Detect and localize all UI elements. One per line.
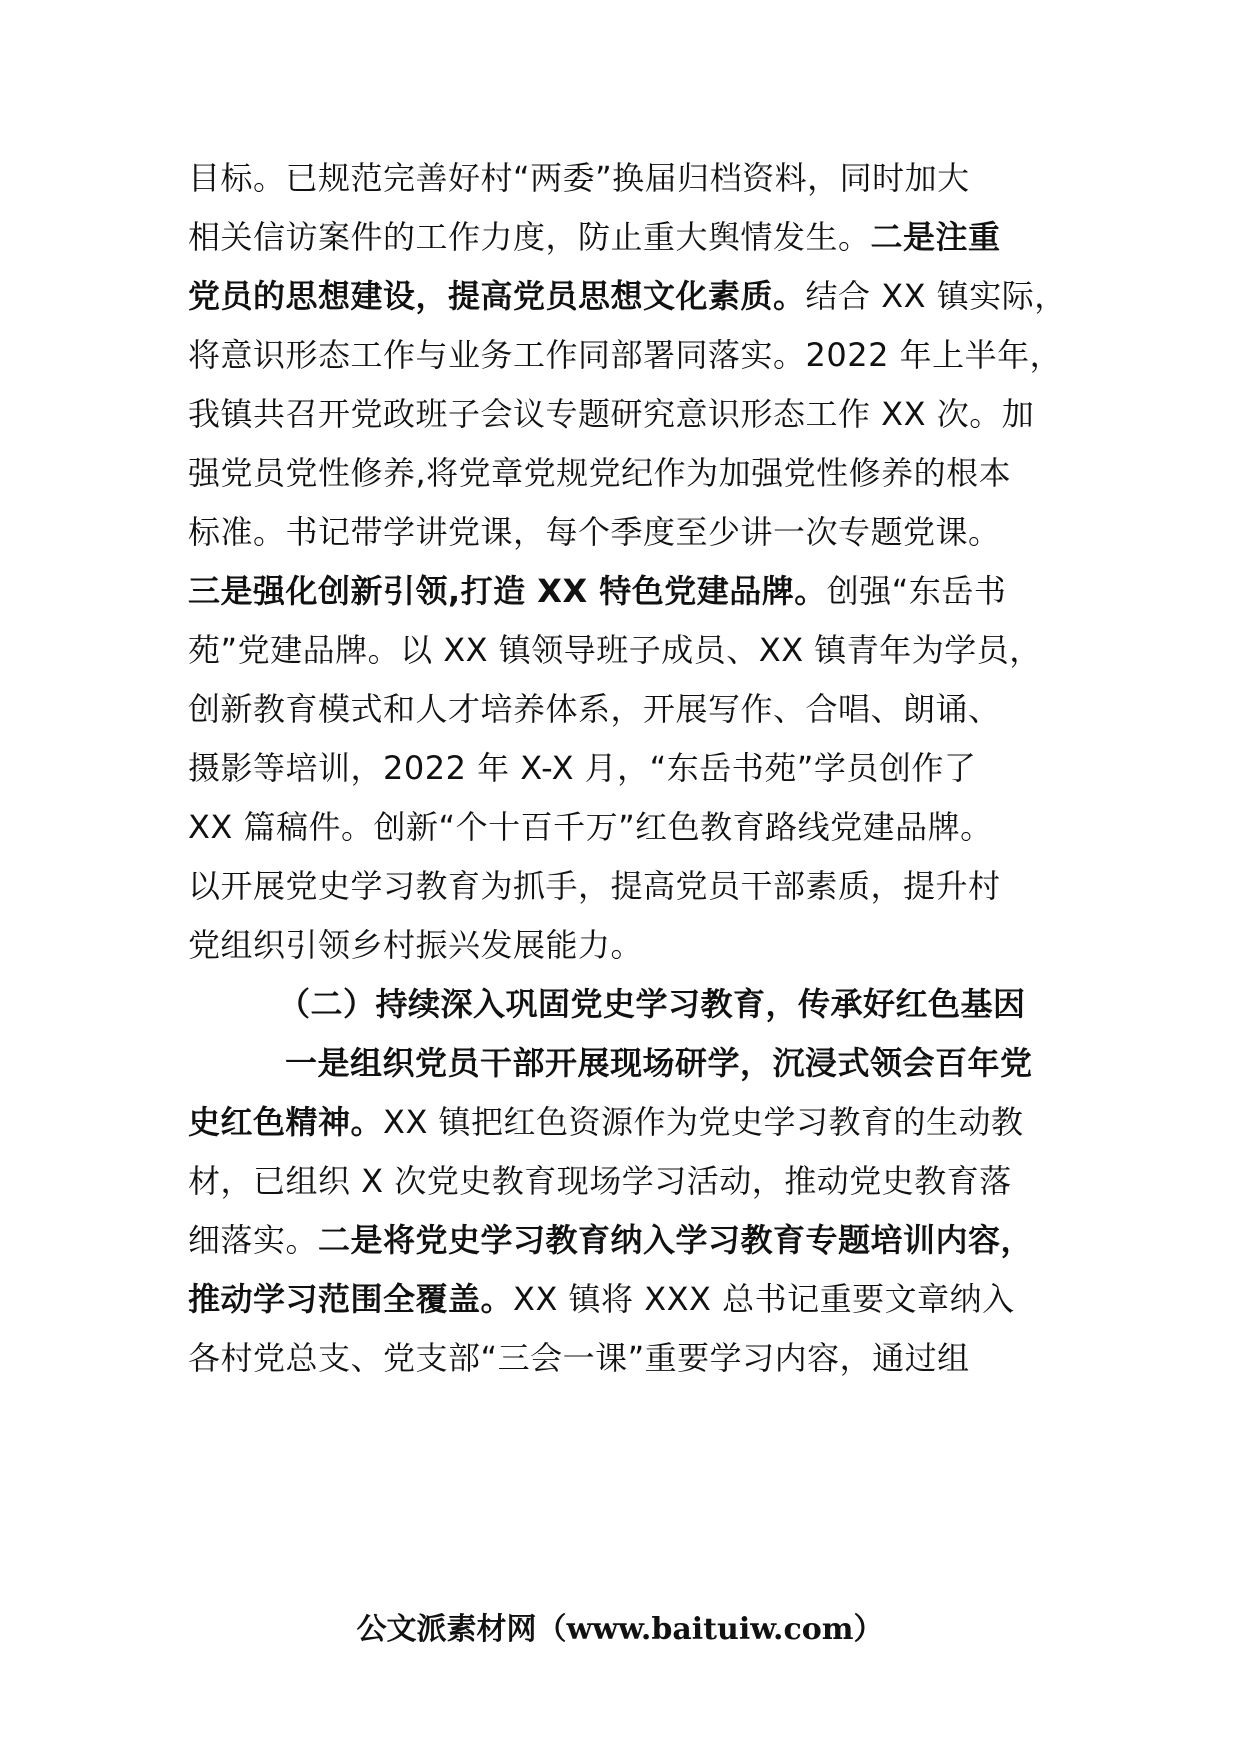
bold-text-segment: 推动学习范围全覆盖。 [188,1280,514,1318]
body-line [188,807,993,847]
body-line [188,689,1001,729]
text-segment: 创强“东岳书 [826,572,1007,610]
text-segment: 细落实。 [188,1221,319,1259]
bold-text-segment: （二）持续深入巩固党史学习教育，传承好红色基因 [278,985,1026,1023]
body-line [188,1279,1015,1319]
text-segment: 苑”党建品牌。以 XX 镇领导班子成员、XX 镇青年为学员， [188,631,1042,669]
body-line [188,1338,970,1378]
bold-text-segment: 党员的思想建设，提高党员思想文化素质。 [188,277,806,315]
bold-text-segment: 一是组织党员干部开展现场研学，沉浸式领会百年党 [285,1044,1033,1082]
body-line [188,335,1062,375]
body-line [188,394,1034,434]
body-line [188,512,1001,552]
body-line [188,1220,1033,1260]
body-line [188,1102,1024,1142]
text-segment: XX 镇将 XXX 总书记重要文章纳入 [513,1280,1015,1318]
body-line [188,571,1006,611]
body-line [188,630,1042,670]
body-line [188,276,1067,316]
text-segment: XX 篇稿件。创新“个十百千万”红色教育路线党建品牌。 [188,808,993,846]
text-segment: 将意识形态工作与业务工作同部署同落实。2022 年上半年， [188,336,1063,374]
body-line [188,748,976,788]
body-line [188,866,1001,906]
text-segment: 强党员党性修养,将党章党规党纪作为加强党性修养的根本 [188,454,1012,492]
bold-text-segment: 三是强化创新引领,打造 XX 特色党建品牌。 [188,572,827,610]
text-segment: 创新教育模式和人才培养体系，开展写作、合唱、朗诵、 [188,690,1001,728]
body-line [188,158,970,198]
text-segment: XX 镇把红色资源作为党史学习教育的生动教 [383,1103,1024,1141]
page-footer: 公文派素材网（www.baituiw.com） [356,1612,884,1647]
text-segment: 结合 XX 镇实际， [805,277,1067,315]
text-segment: 各村党总支、党支部“三会一课”重要学习内容，通过组 [188,1339,970,1377]
text-segment: 党组织引领乡村振兴发展能力。 [188,926,644,964]
text-segment: 标准。书记带学讲党课，每个季度至少讲一次专题党课。 [188,513,1001,551]
text-segment: 摄影等培训，2022 年 X-X 月，“东岳书苑”学员创作了 [188,749,977,787]
text-segment: 我镇共召开党政班子会议专题研究意识形态工作 XX 次。加 [188,395,1035,433]
bold-text-segment: 二是注重 [870,218,1001,256]
text-segment: 相关信访案件的工作力度，防止重大舆情发生。 [188,218,871,256]
bold-text-segment: 史红色精神。 [188,1103,384,1141]
bold-text-segment: 二是将党史学习教育纳入学习教育专题培训内容， [318,1221,1034,1259]
body-line [188,217,1001,257]
text-segment: 材，已组织 X 次党史教育现场学习活动，推动党史教育落 [188,1162,1012,1200]
body-line [285,1043,1033,1083]
body-line [188,925,643,965]
body-line [278,984,1026,1024]
body-line [188,453,1011,493]
text-segment: 以开展党史学习教育为抓手，提高党员干部素质，提升村 [188,867,1001,905]
body-line [188,1161,1012,1201]
text-segment: 目标。已规范完善好村“两委”换届归档资料，同时加大 [188,159,970,197]
